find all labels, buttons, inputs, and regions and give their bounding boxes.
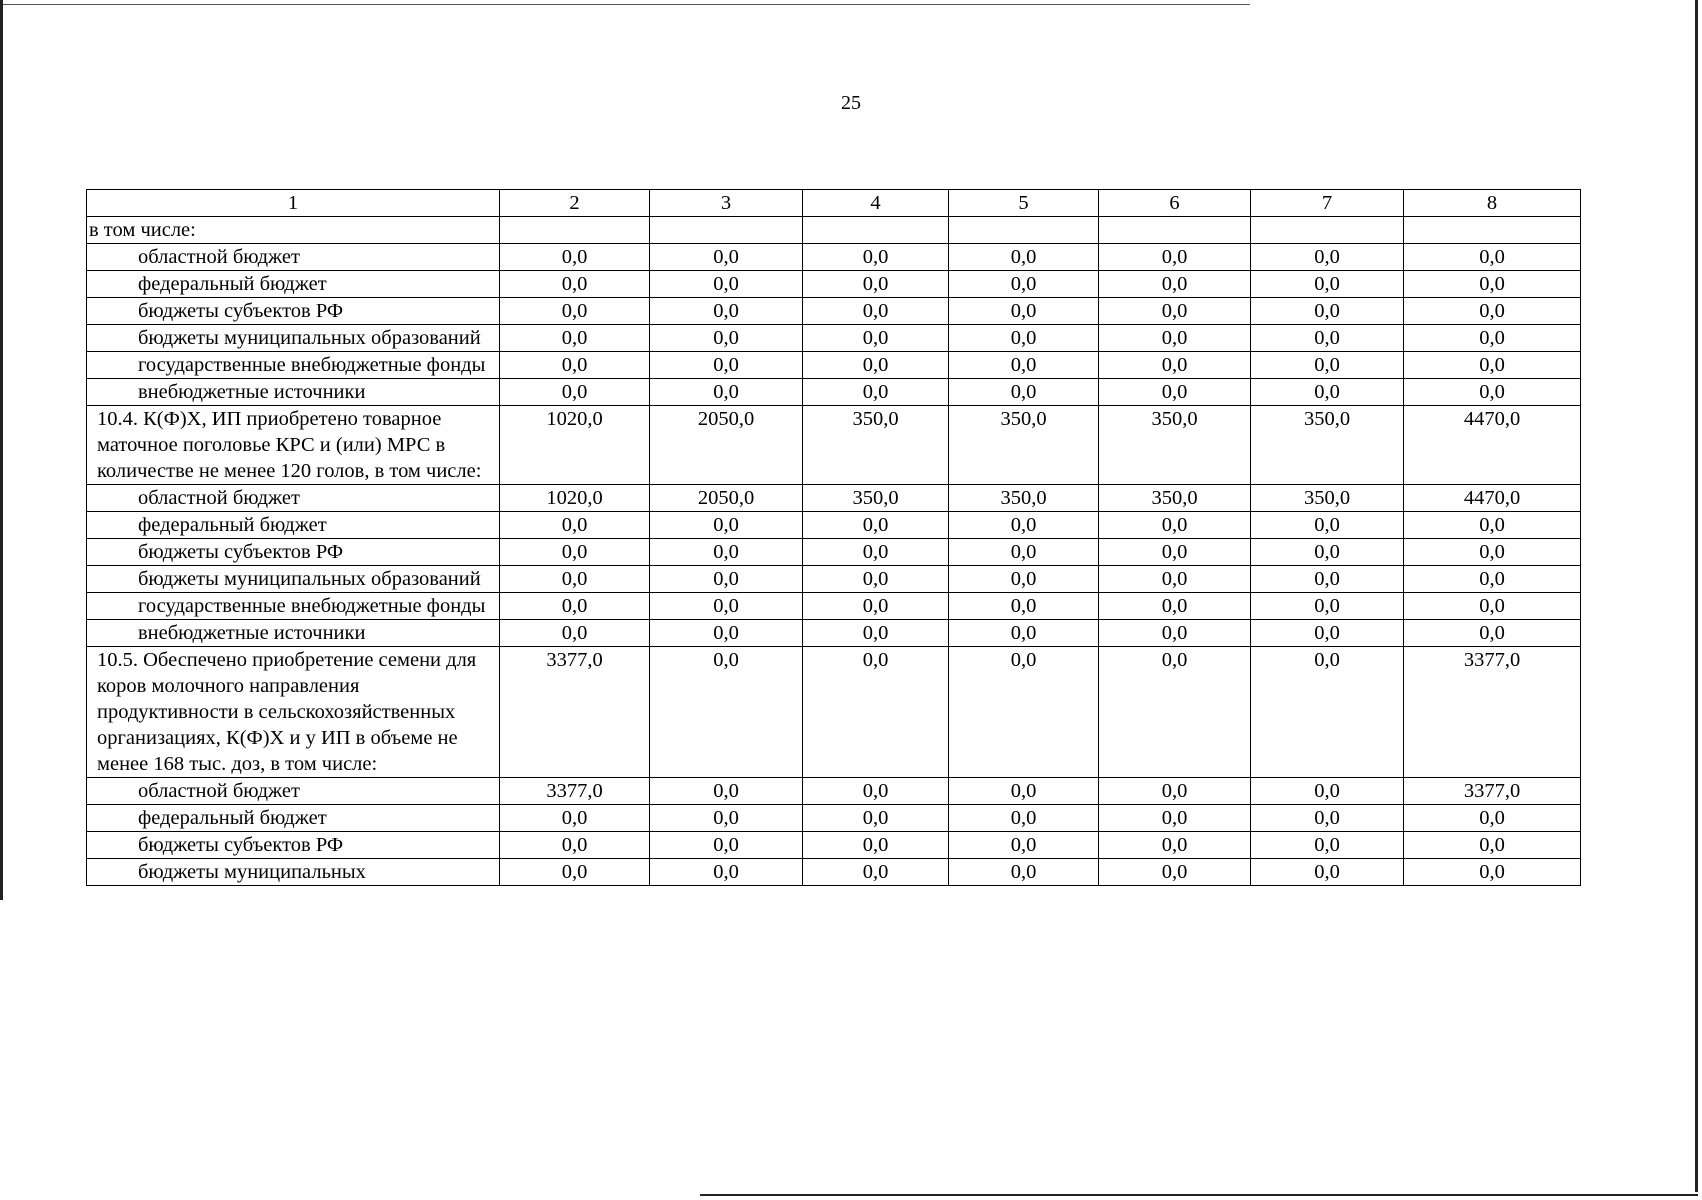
value-cell: 0,0 [1251, 539, 1404, 566]
value-cell: 0,0 [803, 859, 949, 886]
value-cell: 0,0 [949, 778, 1099, 805]
value-cell: 0,0 [949, 512, 1099, 539]
column-header-7: 7 [1251, 190, 1404, 217]
value-cell [500, 217, 650, 244]
value-cell: 0,0 [1099, 778, 1251, 805]
value-cell: 0,0 [500, 593, 650, 620]
value-cell: 0,0 [949, 325, 1099, 352]
row-label: федеральный бюджет [87, 512, 500, 539]
value-cell: 0,0 [803, 352, 949, 379]
value-cell: 0,0 [1251, 832, 1404, 859]
table-row [87, 485, 1581, 512]
value-cell: 0,0 [949, 566, 1099, 593]
value-cell: 0,0 [803, 539, 949, 566]
value-cell: 0,0 [650, 325, 803, 352]
value-cell: 0,0 [1099, 379, 1251, 406]
value-cell: 0,0 [1251, 805, 1404, 832]
table-body [87, 217, 1581, 886]
value-cell: 0,0 [1099, 271, 1251, 298]
value-cell: 0,0 [1099, 539, 1251, 566]
value-cell: 2050,0 [650, 485, 803, 512]
value-cell: 0,0 [949, 832, 1099, 859]
value-cell [949, 217, 1099, 244]
value-cell: 0,0 [500, 539, 650, 566]
value-cell: 0,0 [500, 620, 650, 647]
value-cell: 350,0 [1251, 485, 1404, 512]
value-cell: 0,0 [1404, 832, 1581, 859]
value-cell: 0,0 [949, 805, 1099, 832]
value-cell: 0,0 [650, 298, 803, 325]
row-label: бюджеты субъектов РФ [87, 539, 500, 566]
value-cell [803, 217, 949, 244]
scan-edge-bottom [700, 1194, 1698, 1196]
value-cell: 0,0 [803, 566, 949, 593]
column-header-6: 6 [1099, 190, 1251, 217]
value-cell: 0,0 [1251, 593, 1404, 620]
value-cell: 3377,0 [1404, 647, 1581, 778]
value-cell: 0,0 [650, 859, 803, 886]
row-label: в том числе: [87, 217, 500, 244]
row-label: внебюджетные источники [87, 379, 500, 406]
table-row [87, 298, 1581, 325]
table-row [87, 859, 1581, 886]
value-cell: 0,0 [650, 379, 803, 406]
value-cell: 0,0 [949, 647, 1099, 778]
value-cell: 3377,0 [500, 647, 650, 778]
value-cell: 0,0 [1404, 620, 1581, 647]
row-label: федеральный бюджет [87, 271, 500, 298]
column-header-1: 1 [87, 190, 500, 217]
table-row [87, 778, 1581, 805]
table-row [87, 217, 1581, 244]
value-cell: 2050,0 [650, 406, 803, 485]
value-cell: 350,0 [1099, 406, 1251, 485]
value-cell: 0,0 [949, 539, 1099, 566]
value-cell: 0,0 [1404, 512, 1581, 539]
table-row [87, 512, 1581, 539]
column-header-2: 2 [500, 190, 650, 217]
value-cell: 0,0 [650, 539, 803, 566]
value-cell: 0,0 [1251, 566, 1404, 593]
value-cell: 0,0 [1099, 512, 1251, 539]
value-cell [1404, 217, 1581, 244]
value-cell: 0,0 [650, 620, 803, 647]
value-cell: 0,0 [949, 620, 1099, 647]
table-row [87, 647, 1581, 778]
value-cell: 0,0 [803, 593, 949, 620]
table-row [87, 566, 1581, 593]
row-label: бюджеты субъектов РФ [87, 832, 500, 859]
value-cell: 0,0 [803, 512, 949, 539]
row-label: областной бюджет [87, 485, 500, 512]
value-cell: 0,0 [500, 244, 650, 271]
value-cell: 0,0 [500, 512, 650, 539]
value-cell [650, 217, 803, 244]
value-cell: 0,0 [1404, 352, 1581, 379]
value-cell: 0,0 [1404, 244, 1581, 271]
row-label: областной бюджет [87, 778, 500, 805]
budget-table [86, 189, 1581, 886]
value-cell: 0,0 [949, 593, 1099, 620]
value-cell: 0,0 [1099, 832, 1251, 859]
value-cell: 0,0 [1099, 325, 1251, 352]
value-cell: 0,0 [650, 352, 803, 379]
value-cell: 0,0 [803, 325, 949, 352]
table-row [87, 593, 1581, 620]
value-cell: 0,0 [1251, 352, 1404, 379]
value-cell: 0,0 [650, 647, 803, 778]
value-cell: 0,0 [1099, 859, 1251, 886]
value-cell: 0,0 [803, 832, 949, 859]
value-cell: 0,0 [1251, 271, 1404, 298]
value-cell: 0,0 [803, 805, 949, 832]
value-cell: 0,0 [1404, 325, 1581, 352]
value-cell [1251, 217, 1404, 244]
value-cell: 0,0 [1099, 805, 1251, 832]
value-cell: 350,0 [949, 406, 1099, 485]
value-cell: 4470,0 [1404, 406, 1581, 485]
value-cell: 0,0 [1251, 325, 1404, 352]
value-cell: 0,0 [650, 832, 803, 859]
value-cell: 0,0 [500, 832, 650, 859]
value-cell: 0,0 [1251, 244, 1404, 271]
table-row [87, 379, 1581, 406]
value-cell: 4470,0 [1404, 485, 1581, 512]
scan-edge-left [0, 0, 3, 900]
value-cell: 0,0 [500, 379, 650, 406]
value-cell: 0,0 [1099, 298, 1251, 325]
row-label: федеральный бюджет [87, 805, 500, 832]
row-label: бюджеты муниципальных образований [87, 566, 500, 593]
column-header-5: 5 [949, 190, 1099, 217]
table-row [87, 325, 1581, 352]
value-cell: 0,0 [650, 512, 803, 539]
value-cell: 350,0 [803, 406, 949, 485]
value-cell: 0,0 [1251, 778, 1404, 805]
value-cell: 0,0 [1099, 593, 1251, 620]
scan-edge-right [1695, 0, 1698, 1192]
value-cell: 0,0 [1251, 859, 1404, 886]
value-cell: 0,0 [500, 352, 650, 379]
value-cell: 0,0 [803, 298, 949, 325]
column-header-8: 8 [1404, 190, 1581, 217]
value-cell: 350,0 [1099, 485, 1251, 512]
value-cell: 0,0 [650, 244, 803, 271]
value-cell: 0,0 [1099, 244, 1251, 271]
value-cell: 0,0 [949, 271, 1099, 298]
value-cell: 0,0 [803, 244, 949, 271]
table-row [87, 805, 1581, 832]
value-cell [1099, 217, 1251, 244]
value-cell: 0,0 [949, 244, 1099, 271]
table-row [87, 620, 1581, 647]
value-cell: 350,0 [803, 485, 949, 512]
row-label: областной бюджет [87, 244, 500, 271]
row-label: 10.4. К(Ф)Х, ИП приобретено товарное маточное поголовье КРС и (или) МРС в количестве не менее 120 голов, в том числе: [87, 406, 500, 485]
value-cell: 1020,0 [500, 485, 650, 512]
value-cell: 0,0 [1404, 271, 1581, 298]
value-cell: 0,0 [949, 352, 1099, 379]
value-cell: 0,0 [500, 805, 650, 832]
value-cell: 350,0 [949, 485, 1099, 512]
value-cell: 0,0 [803, 379, 949, 406]
value-cell: 0,0 [1251, 620, 1404, 647]
table-row [87, 244, 1581, 271]
column-header-4: 4 [803, 190, 949, 217]
value-cell: 0,0 [1404, 859, 1581, 886]
row-label: внебюджетные источники [87, 620, 500, 647]
value-cell: 0,0 [949, 859, 1099, 886]
value-cell: 0,0 [949, 379, 1099, 406]
value-cell: 0,0 [803, 271, 949, 298]
value-cell: 350,0 [1251, 406, 1404, 485]
table-row [87, 832, 1581, 859]
table-row [87, 352, 1581, 379]
value-cell: 0,0 [803, 620, 949, 647]
value-cell: 0,0 [1404, 805, 1581, 832]
scan-edge-top [0, 4, 1250, 5]
value-cell: 0,0 [500, 298, 650, 325]
value-cell: 0,0 [500, 271, 650, 298]
value-cell: 0,0 [500, 566, 650, 593]
value-cell: 0,0 [650, 778, 803, 805]
row-label: государственные внебюджетные фонды [87, 352, 500, 379]
value-cell: 0,0 [1404, 593, 1581, 620]
row-label: 10.5. Обеспечено приобретение семени для коров молочного направления продуктивности в сельскохозяйственных организациях, К(Ф)Х и у ИП в объеме не менее 168 тыс. доз, в том числе: [87, 647, 500, 778]
value-cell: 0,0 [1251, 298, 1404, 325]
value-cell: 0,0 [1404, 566, 1581, 593]
value-cell: 0,0 [650, 593, 803, 620]
value-cell: 0,0 [1099, 620, 1251, 647]
value-cell: 0,0 [1099, 352, 1251, 379]
value-cell: 0,0 [1099, 566, 1251, 593]
value-cell: 0,0 [1404, 539, 1581, 566]
table-row [87, 539, 1581, 566]
value-cell: 0,0 [1251, 512, 1404, 539]
value-cell: 0,0 [650, 271, 803, 298]
value-cell: 0,0 [500, 325, 650, 352]
value-cell: 0,0 [650, 805, 803, 832]
value-cell: 0,0 [803, 647, 949, 778]
value-cell: 0,0 [650, 566, 803, 593]
value-cell: 0,0 [1404, 379, 1581, 406]
value-cell: 0,0 [1404, 298, 1581, 325]
page-number: 25 [841, 92, 861, 114]
row-label: бюджеты субъектов РФ [87, 298, 500, 325]
row-label: бюджеты муниципальных образований [87, 325, 500, 352]
table-row [87, 406, 1581, 485]
value-cell: 3377,0 [500, 778, 650, 805]
table-row [87, 271, 1581, 298]
value-cell: 0,0 [1251, 647, 1404, 778]
value-cell: 0,0 [803, 778, 949, 805]
value-cell: 3377,0 [1404, 778, 1581, 805]
column-header-3: 3 [650, 190, 803, 217]
value-cell: 1020,0 [500, 406, 650, 485]
row-label: государственные внебюджетные фонды [87, 593, 500, 620]
value-cell: 0,0 [1099, 647, 1251, 778]
value-cell: 0,0 [949, 298, 1099, 325]
table-header [87, 190, 1581, 217]
value-cell: 0,0 [500, 859, 650, 886]
value-cell: 0,0 [1251, 379, 1404, 406]
row-label: бюджеты муниципальных [87, 859, 500, 886]
header-row [87, 190, 1581, 217]
